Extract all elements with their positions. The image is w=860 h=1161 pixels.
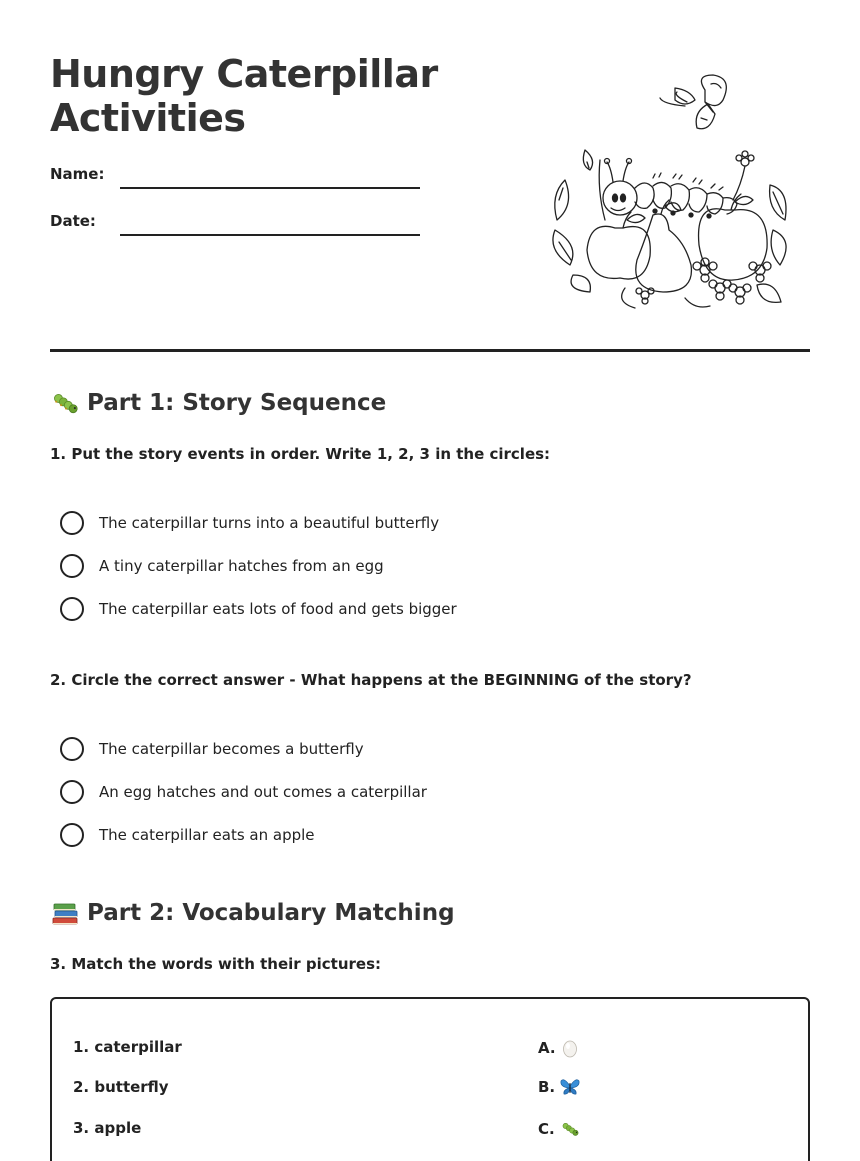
q2-option-3-text: The caterpillar eats an apple xyxy=(99,826,315,844)
date-field[interactable] xyxy=(120,234,420,236)
match-picture-a-letter: A. xyxy=(538,1039,556,1057)
q2-option-2-text: An egg hatches and out comes a caterpillar xyxy=(99,783,427,801)
matching-box xyxy=(50,997,810,1161)
title-line-2: Activities xyxy=(50,96,246,140)
q1-answer-circle-2[interactable] xyxy=(60,554,84,578)
match-word-3[interactable]: 3. apple xyxy=(73,1119,142,1137)
butterfly-icon xyxy=(560,1078,580,1096)
q1-option-1-text: The caterpillar turns into a beautiful butterfly xyxy=(99,514,440,532)
caterpillar-illustration xyxy=(545,70,795,320)
butterfly-drawing xyxy=(660,75,726,129)
q2-option-3 xyxy=(60,823,315,847)
q1-option-2-text: A tiny caterpillar hatches from an egg xyxy=(99,557,384,575)
question-3: 3. Match the words with their pictures: xyxy=(50,955,382,973)
q1-option-1 xyxy=(60,511,439,535)
match-picture-b[interactable] xyxy=(538,1078,580,1096)
q1-option-3-text: The caterpillar eats lots of food and gets bigger xyxy=(99,600,457,618)
q1-answer-circle-3[interactable] xyxy=(60,597,84,621)
q2-option-1 xyxy=(60,737,364,761)
match-word-1[interactable]: 1. caterpillar xyxy=(73,1038,182,1056)
part1-heading-text: Part 1: Story Sequence xyxy=(87,390,387,416)
q2-answer-circle-3[interactable] xyxy=(60,823,84,847)
question-1: 1. Put the story events in order. Write 1, 2, 3 in the circles: xyxy=(50,445,551,463)
q1-answer-circle-1[interactable] xyxy=(60,511,84,535)
header-divider xyxy=(50,349,810,352)
q1-option-3 xyxy=(60,597,457,621)
q2-option-2 xyxy=(60,780,427,804)
part2-heading-text: Part 2: Vocabulary Matching xyxy=(87,900,455,926)
q2-option-1-text: The caterpillar becomes a butterfly xyxy=(99,740,364,758)
match-picture-c[interactable] xyxy=(538,1119,580,1139)
part2-heading xyxy=(50,898,455,928)
question-2: 2. Circle the correct answer - What happens at the BEGINNING of the story? xyxy=(50,671,692,689)
date-label: Date: xyxy=(50,212,96,230)
q1-option-2 xyxy=(60,554,384,578)
name-field[interactable] xyxy=(120,187,420,189)
caterpillar-icon xyxy=(50,388,80,418)
worksheet-title xyxy=(50,52,438,140)
worksheet-header xyxy=(50,0,810,352)
flowers-drawing xyxy=(622,151,786,308)
name-label: Name: xyxy=(50,165,105,183)
match-picture-b-letter: B. xyxy=(538,1078,556,1096)
q2-answer-circle-1[interactable] xyxy=(60,737,84,761)
q2-answer-circle-2[interactable] xyxy=(60,780,84,804)
books-icon xyxy=(50,898,80,928)
title-line-1: Hungry Caterpillar xyxy=(50,52,438,96)
match-picture-a[interactable] xyxy=(538,1038,579,1058)
egg-icon xyxy=(561,1038,579,1058)
match-word-2[interactable]: 2. butterfly xyxy=(73,1078,169,1096)
part1-heading xyxy=(50,388,386,418)
match-picture-c-letter: C. xyxy=(538,1120,555,1138)
caterpillar-icon xyxy=(560,1119,580,1139)
